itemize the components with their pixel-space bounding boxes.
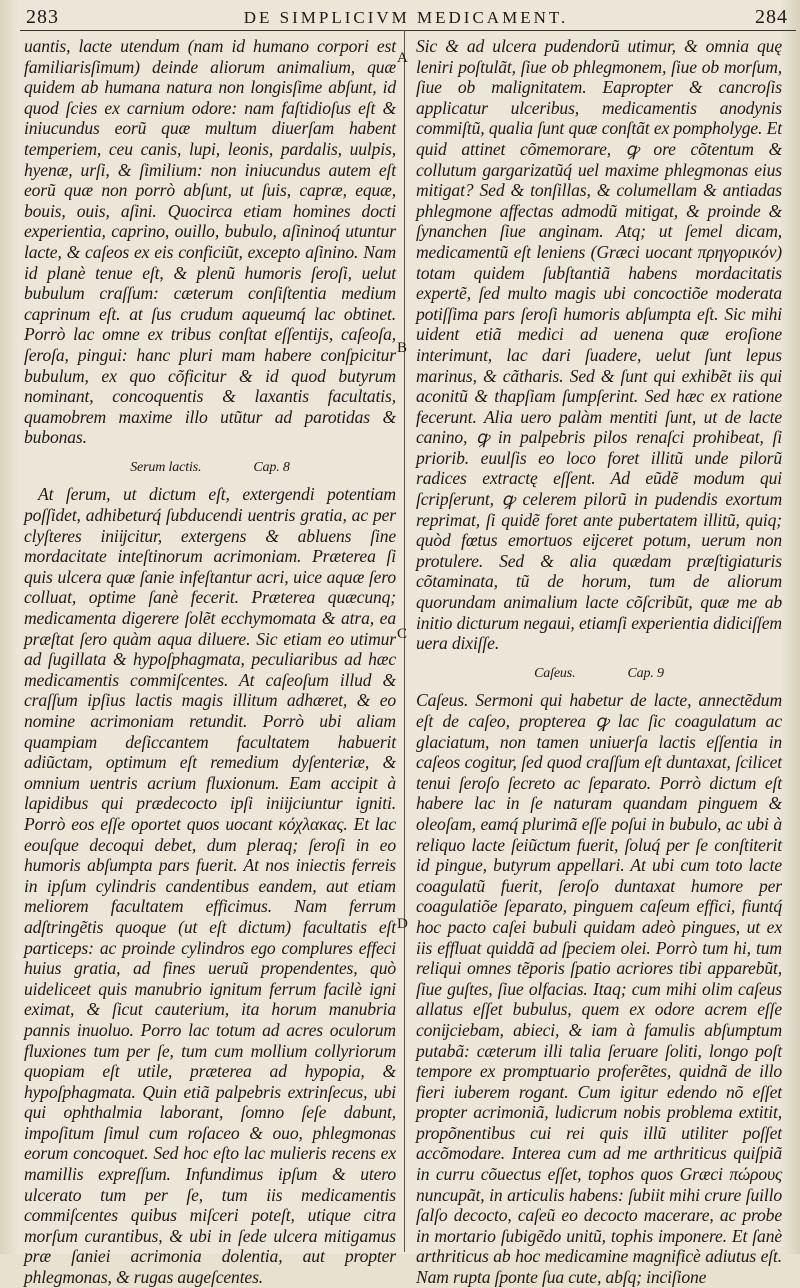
left-column	[24, 36, 396, 1288]
chapter-9-number: Cap. 9	[627, 665, 664, 681]
left-paragraph-2: At ſerum, ut dictum eſt, extergendi potentiam poſſidet, adhibeturq́ ſubducendi uentris gratia, ac per clyſteres iniĳcitur, extergens & abluens ſine mordacitate inteſtinorum acrimoniam. Præterea ſi quis ulcera quæ ſanie infeſtantur acri, uice aquæ ſero colluat, optime ſanè fecerit. Præterea quæcunq; medicamenta digerere ſolẽt ecchymomata & atra, ea præſtat ſero quàm aqua diluere. Sic etiam eo utimur ad ſugillata & hypoſphagmata, peculiaribus ad hæc medicamentis commiſcentes. At caſeoſum illud & craſſum ipſius lactis magis illitum adhæret, & eo nomine acrimoniam retundit. Porrò ubi aliam quampiam deſiccantem facultatem habuerit adiũctam, optimum eſt remedium dyſenteriæ, & omnium uentris acrium fluxionum. Eam accipit à lapidibus qui prædecocto ipſi iniĳciuntur igniti. Porrò eos eſſe oportet quos uocant κόχλακας. Et lac eouſque decoqui debet, dum pleraq; ſeroſi in eo humoris abſumpta pars fuerit. At nos iniectis ferreis in ipſum cylindris candentibus eandem, aut etiam meliorem facultatem efficimus. Nam ferrum adſtringẽtis quoque (ut eſt dictum) facultatis eſt particeps: ac proinde cylindros ego complures effeci huius gratia, ad fines ueruũ propendentes, quò uideliceet quis manubrio ignitum ferrum facilè igni eximat, & ſicut cauterium, ita horum manubria pannis inuoluo. Porro lac totum ad acres oculorum fluxiones tum per ſe, tum cum mollium collyriorum quopiam eſt utile, præterea ad hypopia, & hypoſphagmata. Quin etiã palpebris extrinſecus, ubi qui ophthalmia laborant, ſomno ſeſe dabunt, impoſitum ſimul cum roſaceo & ouo, phlegmonas eorum concoquet. Sed hoc eſto lac mulieris recens ex mamillis expreſſum. Infundimus ipſum & utero ulcerato tum per ſe, tum iis medicamentis commiſcentes quibus miſceri poteſt, utique citra morſum curantibus, & ubi in ſede ulcera mitigamus præ ſaniei acrimonia dolentia, aut propter phlegmonas, & rugas augeſcentes.	[24, 484, 396, 1288]
chapter-8-heading	[24, 458, 396, 479]
margin-letter-b: B	[397, 340, 408, 356]
chapter-8-title: Serum lactis.	[130, 459, 202, 475]
header-rule	[20, 30, 796, 31]
right-column	[416, 36, 782, 1288]
chapter-9-heading	[416, 664, 782, 685]
page-number-right: 284	[755, 6, 788, 28]
margin-letter-a: A	[397, 50, 408, 66]
running-title: DE SIMPLICIVM MEDICAMENT.	[243, 8, 569, 27]
page-number-left: 283	[26, 6, 59, 28]
page-header	[20, 6, 792, 30]
right-paragraph-2: Caſeus. Sermoni qui habetur de lacte, annectẽdum eſt de caſeo, propterea ꝙ lac ſic coagulatum ac glaciatum, non tamen uniuerſa lactis eſſentia in caſeos cogitur, ſed quod craſſum eſt duntaxat, ſcilicet tenui ſeroſo ſecreto ac ſeparato. Porrò dictum eſt habere lac in ſe naturam quandam pinguem & oleoſam, eamq́ plurimã eſſe poſui in bubulo, ac ubi à reliquo lacte ſeiũctum fuerit, ſoluq́ per ſe conſtiterit id pingue, butyrum appellari. At ubi cum toto lacte coagulatũ fuerit, ſeroſo duntaxat humore per coagulatiõe ſeparato, pinguem caſeum effici, fiuntq́ hoc pacto caſei bubuli quidam adeò pingues, ut ex iis effluat quiddã ad ſpeciem olei. Porrò tum hi, tum reliqui omnes tẽporis ſpatio acriores tibi apparebũt, ſiue guſtes, ſiue olfacias. Itaq; cum mihi olim caſeus allatus eſſet bubulus, quem ex odore acrem eſſe conĳciebam, abieci, & iam à famulis abſumptum putabã: cæterum illi talia ſeruare ſoliti, longo poſt tempore ex promptuario proferẽtes, quidnã de illo fieri iuberem rogant. Cum igitur edendo nõ eſſet propter acrimoniã, ludicrum nobis problema extitit, propõnentibus cui rei quis illũ utiliter poſſet accõmodare. Interea cum ad me arthriticus quiſpiã in curru cõuectus eſſet, tophos quos Græci πώρους nuncupãt, in articulis habens: ſubiit mihi crure ſuillo ſalſo decocto, caſeũ eo decocto macerare, ac probe in mortario ſubigẽdo unitũ, tophis imponere. Et ſanè arthriticus ab hoc medicamine magnificè adiutus eſt. Nam rupta ſponte ſua cute, abſq; inciſione	[416, 690, 782, 1288]
chapter-8-number: Cap. 8	[253, 459, 290, 475]
left-paragraph-1: uantis, lacte utendum (nam id humano corpori est familiarisſimum) deinde aliorum animalium, quæ quidem ab humana natura non longisſime abſunt, id quod ſcies ex carnium odore: nam faſtidioſus eſt & iniucundus eorũ quæ multum diuerſam habent temperiem, ceu canis, lupi, leonis, pardalis, uulpis, hyenæ, urſi, & ſimilium: non iniucundus autem eſt eorũ quæ non porrò abſunt, ut ſuis, capræ, equæ, bouis, ouis, aſini. Quocirca etiam homines docti experientia, caprino, ouillo, bubulo, aſininoq́ utuntur lacte, & caſeos ex eis conficiũt, excepto aſinino. Nam id planè tenue eſt, & plenũ humoris ſeroſi, uelut bubulum craſſum: cæterum conſiſtentia medium caprinum eſt. at ſus crudum aqueumq́ lac obtinet. Porrò lac omne ex tribus conſtat eſſentijs, caſeoſa, ſeroſa, pingui: hanc pluri mam habere conſpicitur bubulum, ex quo cõficitur & id quod butyrum nominant, concoquentis & laxantis facultatis, quamobrem maxime illo utũtur ad parotidas & bubonas.	[24, 36, 396, 448]
margin-letter-c: C	[397, 626, 408, 642]
right-paragraph-1: Sic & ad ulcera pudendorũ utimur, & omnia quę leniri poſtulãt, ſiue ob phlegmonem, ſiue ob morſum, ſiue ob malignitatem. Eapropter & cancroſis applicatur ulceribus, medicamentis anodynis commiſtũ, qualia ſunt quæ conſtãt ex pompholyge. Et quid attinet cõmemorare, ꝙ ore cõtentum & collutum gargarizatũq́ uel maxime phlegmonas eius mitigat? Sed & tonſillas, & columellam & antiadas phlegmone affectas admodũ mitigat, & proinde & ſynanchen ſiue anginam. Atq; ut ſemel dicam, medicamentũ eſt leniens (Græci uocant πρηγορικόν) totam quidem ſubſtantiã habens mordacitatis expertẽ, ſed multo magis ubi concoctiõe moderata potiſſima pars ſeroſi humoris abſumpta eſt. Sic mihi uident etiã medici ad uenena quæ eroſione interimunt, lac dari ſuadere, uelut ſunt lepus marinus, & cãtharis. Sed & ſunt qui exhibẽt iis qui aconitũ & thapſiam ſumpſerint. Sed hæc ex ratione fecerunt. Alia uero palàm mentiti ſunt, ut de lacte canino, ꝙ in palpebris pilos renaſci prohibeat, ſi priorib. euulſis eo loco foret illitũ unde pilorũ radices extractę eſſent. Ad eũdẽ modum qui ſcripſerunt, ꝙ celerem pilorũ in pudendis exortum reprimat, ſi quidẽ foret ante pubertatem illitũ, quiq; quòd fœtus emortuos eĳceret potum, uerum non protulere. Sed & alia quædam præſtigiaturis cõtaminata, tũ de horum, tum de aliorum quorundam animalium lacte cõſcribũt, quæ me ab initio dicturum negaui, etiamſi experientia didiciſſem uera dixiſſe.	[416, 36, 782, 654]
margin-letter-d: D	[397, 916, 408, 932]
chapter-9-title: Caſeus.	[534, 665, 576, 681]
